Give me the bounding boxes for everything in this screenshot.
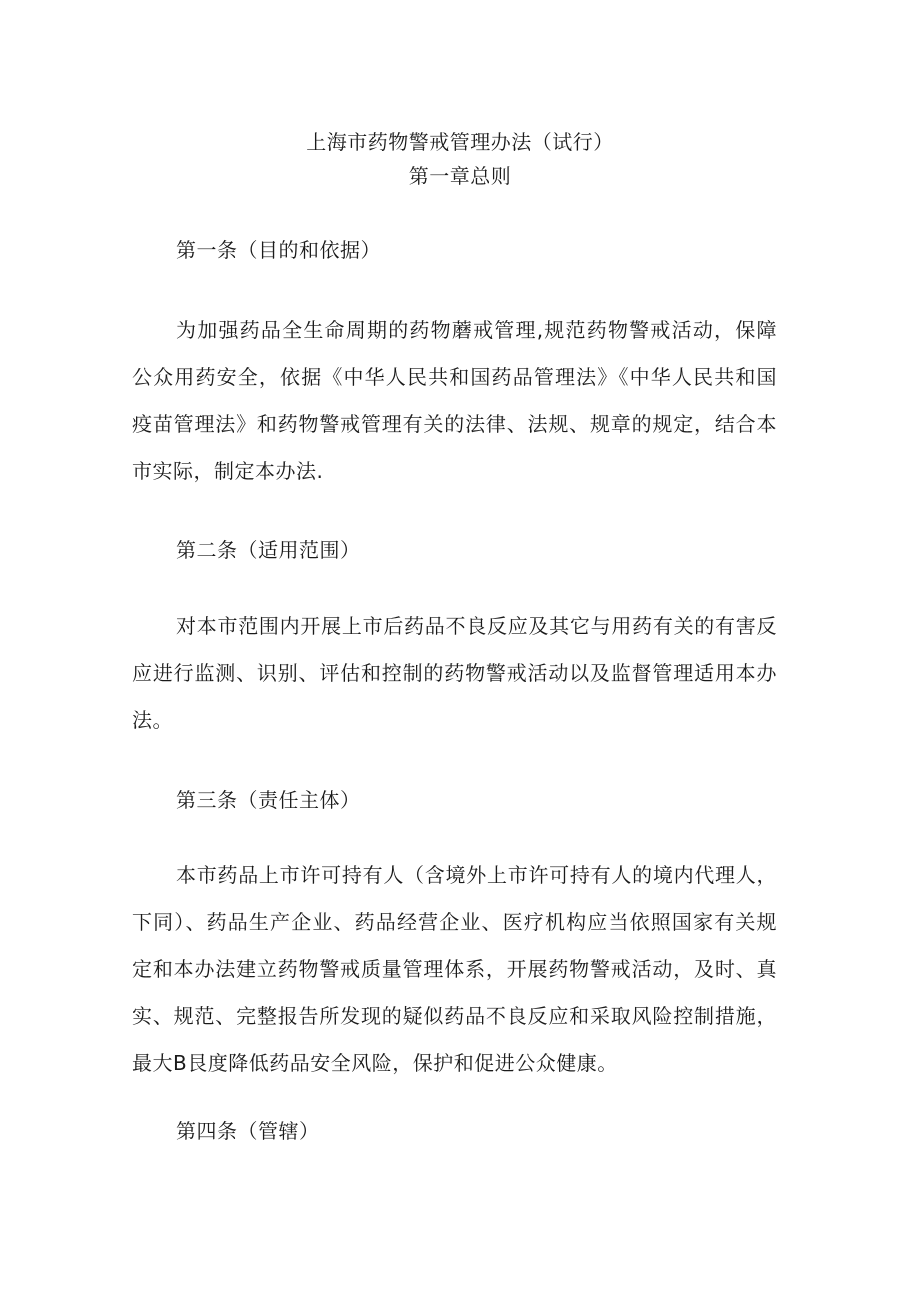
article-1-heading: 第一条（目的和依据）	[176, 238, 381, 262]
article-3-heading: 第三条（责任主体）	[176, 788, 361, 812]
article-1-text: 为加强药品全生命周期的药物蘑戒管理,规范药物警戒活动，保障公众用药安全，依据《中华人民共和国药品管理法》《中华人民共和国疫苗管理法》和药物警戒管理有关的法律、法规、规章的规定，结合本市实际，制定本办法.	[132, 318, 777, 483]
article-2-heading: 第二条（适用范围）	[176, 538, 361, 562]
article-3-text: 本市药品上市许可持有人（含境外上市许可持有人的境内代理人，下同）、药品生产企业、药品经营企业、医疗机构应当依照国家有关规定和本办法建立药物警戒质量管理体系，开展药物警戒活动，及时、真实、规范、完整报告所发现的疑似药品不良反应和采取风险控制措施，最大B艮度降低药品安全风险，保护和促进公众健康。	[132, 863, 777, 1075]
article-4-heading: 第四条（管辖）	[176, 1119, 320, 1143]
chapter-title: 第一章总则	[408, 164, 512, 188]
article-2-text: 对本市范围内开展上市后药品不良反应及其它与用药有关的有害反应进行监测、识别、评估和控制的药物警戒活动以及监督管理适用本办法。	[132, 614, 777, 732]
document-title: 上海市药物警戒管理办法（试行）	[306, 130, 614, 154]
